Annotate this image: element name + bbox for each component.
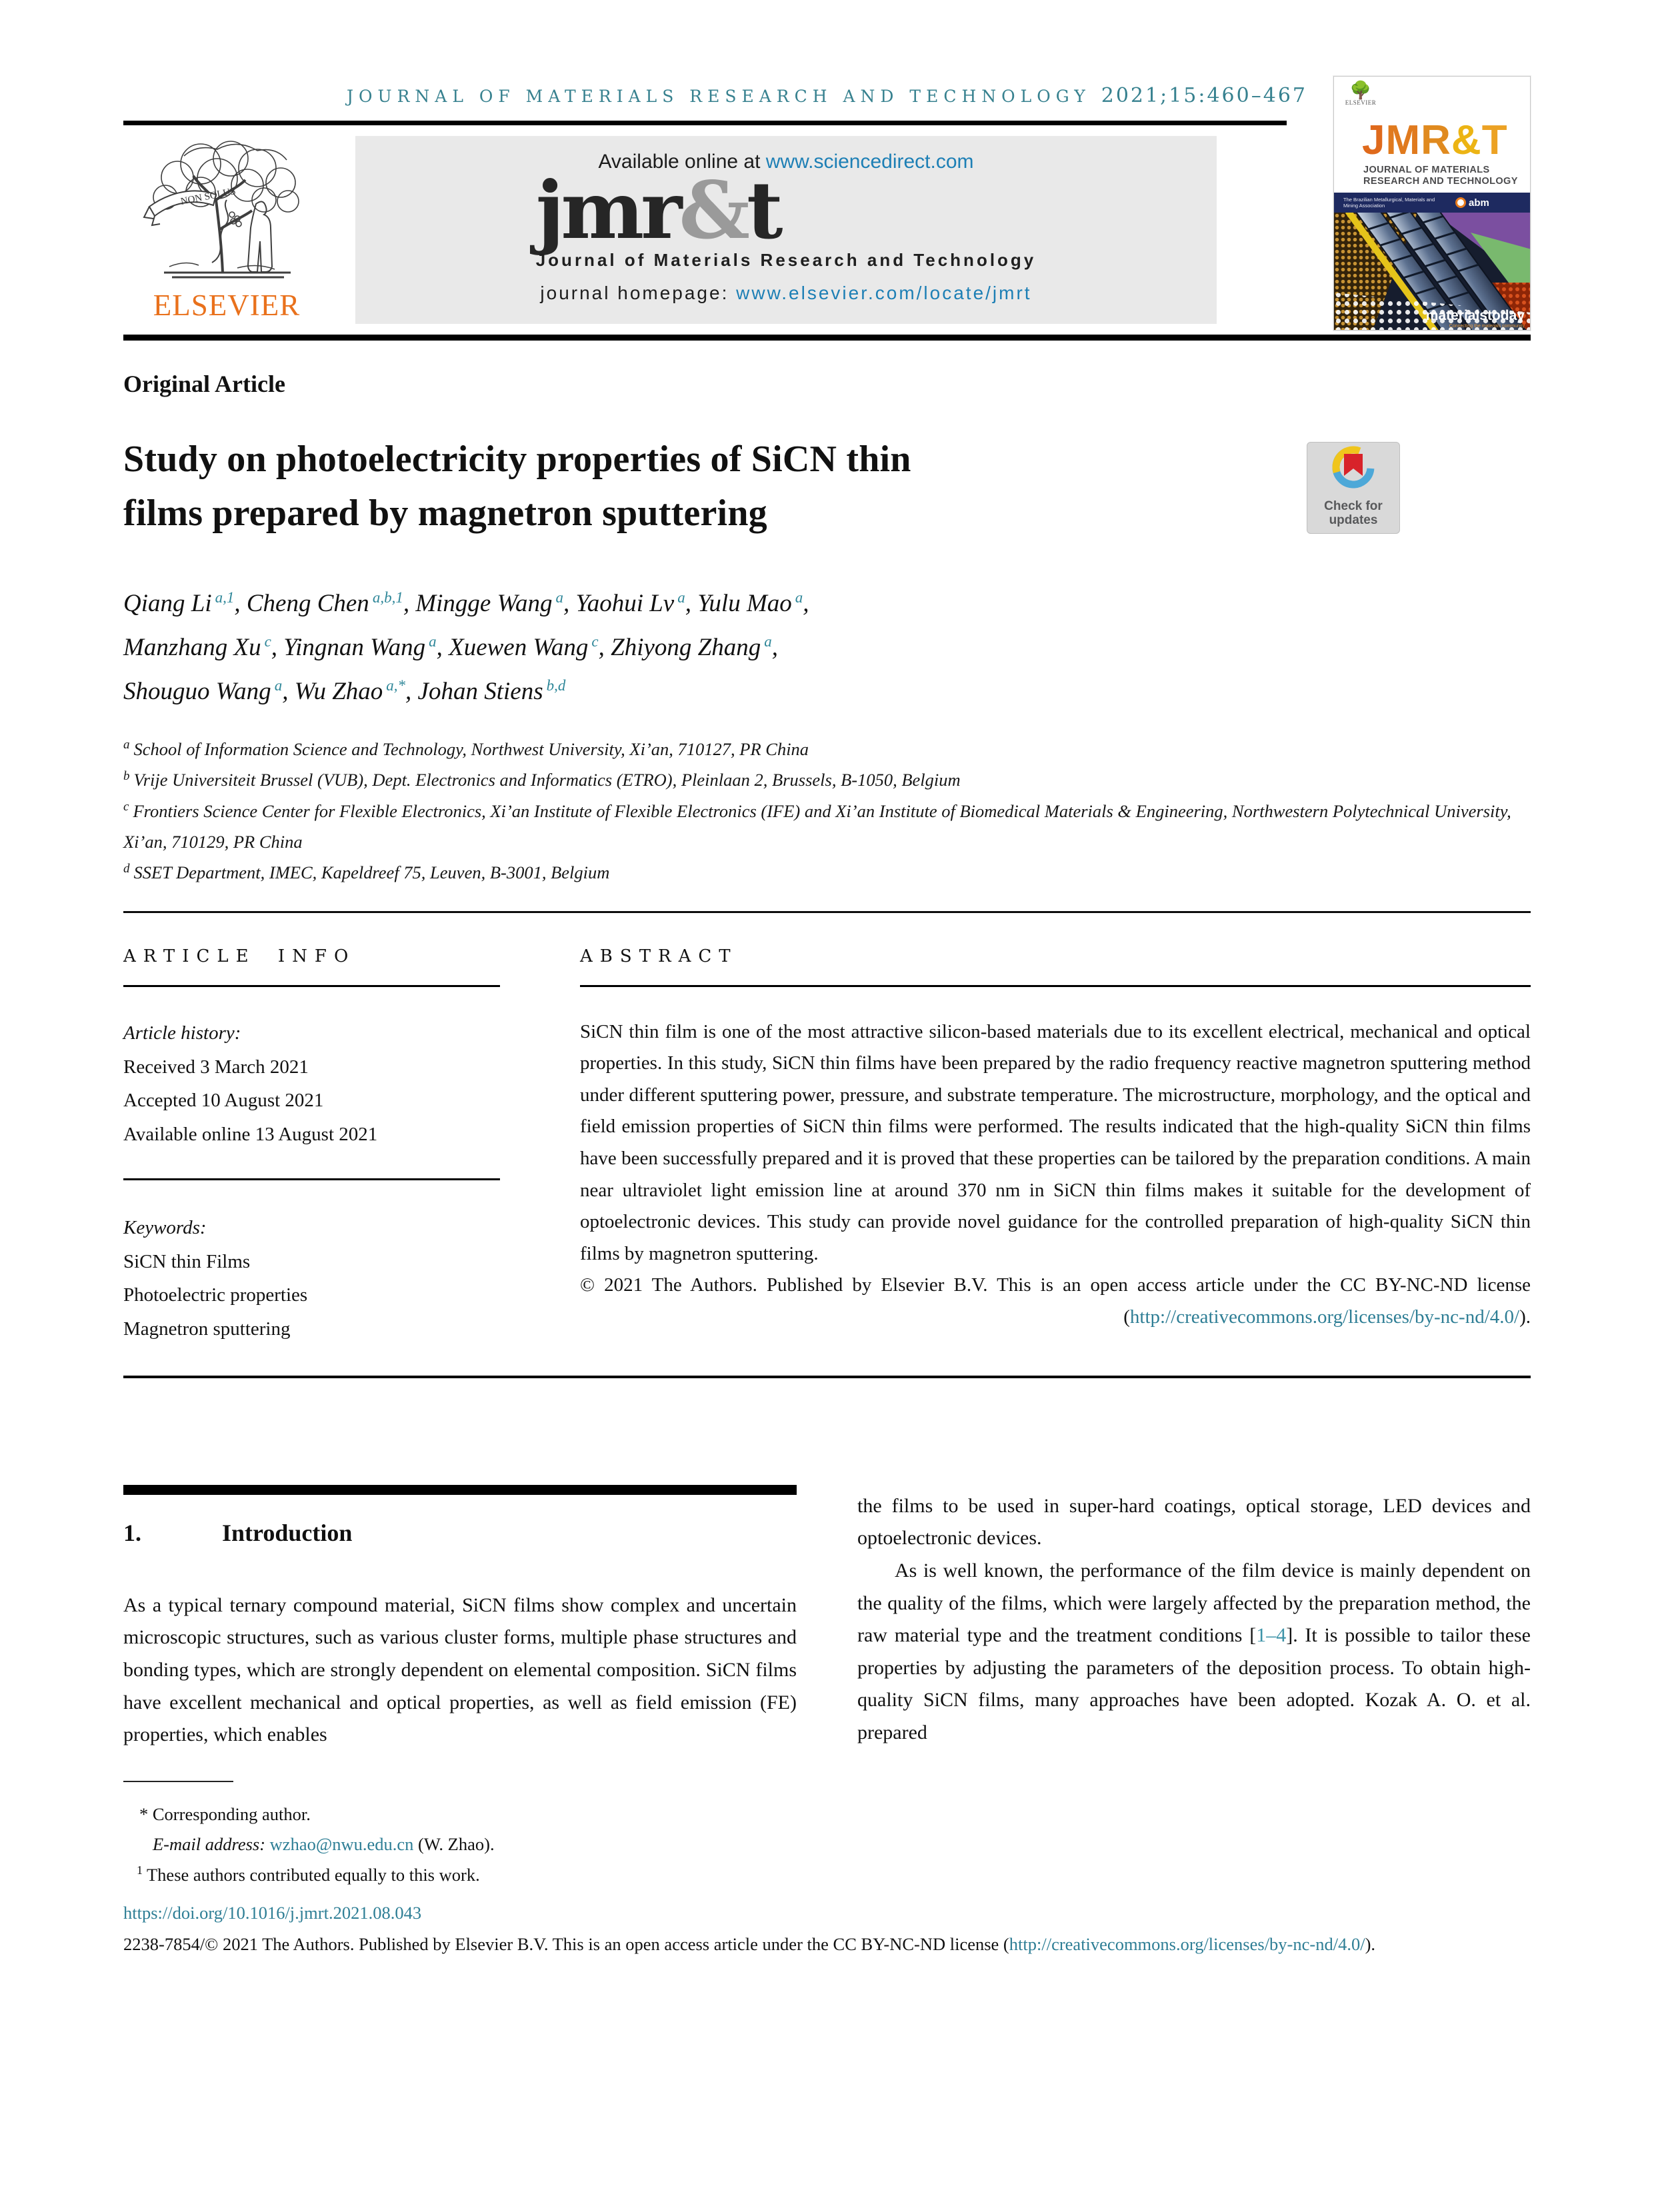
author: Cheng Chen $^{a,b,1}$, bbox=[246, 589, 416, 618]
elsevier-mini-tree-icon: 🌳 bbox=[1349, 81, 1372, 100]
materialstoday-wordmark: materialstoday Connecting the materials community bbox=[1425, 308, 1525, 329]
footnote-block bbox=[123, 1781, 797, 1891]
author: Yingnan Wang $^a$, bbox=[283, 632, 449, 662]
abstract-heading: ABSTRACT bbox=[580, 946, 738, 966]
elsevier-logo bbox=[123, 136, 330, 324]
journal-cover bbox=[1333, 76, 1531, 331]
author-name: Qiang Li bbox=[123, 590, 212, 618]
right-column bbox=[857, 1485, 1531, 1749]
author: Xuewen Wang $^c$, bbox=[449, 632, 611, 662]
doi-link[interactable]: https://doi.org/10.1016/j.jmrt.2021.08.043 bbox=[123, 1902, 422, 1923]
author-name: Yulu Mao bbox=[697, 590, 792, 618]
article-history bbox=[123, 1016, 500, 1152]
intro-heading-number: 1. bbox=[123, 1519, 141, 1546]
author: Manzhang Xu $^c$, bbox=[123, 632, 284, 662]
author: Wu Zhao $^{a,*}$, bbox=[294, 676, 418, 706]
abstract-column bbox=[580, 946, 1531, 1346]
author: Zhiyong Zhang $^a$, bbox=[611, 632, 778, 662]
keyword: Magnetron sputtering bbox=[123, 1318, 291, 1340]
affiliation: $^a$ School of Information Science and Technology, Northwest University, Xi’an, 710127, PR China bbox=[123, 738, 809, 759]
author-line bbox=[123, 626, 1297, 670]
author-name: Mingge Wang bbox=[415, 590, 553, 618]
journal-homepage-link[interactable]: www.elsevier.com/locate/jmrt bbox=[736, 282, 1032, 303]
abstract-rule bbox=[580, 985, 1531, 987]
keywords-block bbox=[123, 1211, 500, 1346]
author-list bbox=[123, 582, 1297, 714]
cover-elsevier-mark: 🌳 ELSEVIER bbox=[1342, 82, 1379, 106]
author: Mingge Wang $^a$, bbox=[415, 589, 576, 618]
author-name: Wu Zhao bbox=[294, 678, 383, 706]
banner-rule bbox=[123, 335, 1531, 341]
article-info-column bbox=[123, 946, 500, 1346]
check-for-updates-label: Check for updates bbox=[1324, 499, 1383, 527]
main-text-columns bbox=[123, 1485, 1531, 1891]
available-online-text: Available online at www.sciencedirect.com bbox=[598, 151, 974, 173]
doi-line bbox=[123, 1897, 1531, 1929]
article-title-line2: films prepared by magnetron sputtering bbox=[123, 493, 767, 535]
equal-contribution-note: $^1$ These authors contributed equally to this work. bbox=[137, 1863, 480, 1885]
affiliation: $^b$ Vrije Universiteit Brussel (VUB), Dept. Electronics and Informatics (ETRO), Pleinlaan 2, Brussels, B-1050, Belgium bbox=[123, 768, 961, 790]
elsevier-wordmark: ELSEVIER bbox=[153, 289, 301, 322]
cc-license-link[interactable]: http://creativecommons.org/licenses/by-nc-nd/4.0/ bbox=[1129, 1306, 1520, 1328]
left-column bbox=[123, 1485, 797, 1891]
crossmark-icon bbox=[1329, 443, 1378, 495]
author bbox=[418, 678, 566, 705]
cover-subtitle: JOURNAL OF MATERIALS RESEARCH AND TECHNOLOGY bbox=[1363, 165, 1518, 187]
author: Shouguo Wang $^a$, bbox=[123, 676, 295, 706]
history-accepted: Accepted 10 August 2021 bbox=[123, 1090, 324, 1112]
author-sup: a bbox=[429, 632, 437, 650]
article-history-label: Article history: bbox=[123, 1022, 241, 1044]
author-name: Johan Stiens bbox=[417, 678, 543, 706]
footnote-rule bbox=[123, 1781, 233, 1782]
affiliation-list bbox=[123, 734, 1531, 888]
abm-logo-icon bbox=[1455, 197, 1466, 208]
author-name: Xuewen Wang bbox=[449, 634, 589, 662]
author-name: Yingnan Wang bbox=[283, 634, 426, 662]
elsevier-tree-icon bbox=[137, 136, 316, 287]
email-note: E-mail address: wzhao@nwu.edu.cn (W. Zhao). bbox=[153, 1834, 495, 1855]
history-received: Received 3 March 2021 bbox=[123, 1056, 309, 1078]
license-link[interactable]: http://creativecommons.org/licenses/by-nc-nd/4.0/ bbox=[1009, 1933, 1365, 1954]
abstract-text: SiCN thin film is one of the most attractive silicon-based materials due to its excellent electrical, mechanical and optical properties. In this study, SiCN thin films have been prepared by the radio frequency reactive magnetron sputtering method under different sputtering power, pressure, and substrate temperature. The microstructure, morphology, and the optical and field emission properties of SiCN thin films were performed. The results indicated that the high-quality SiCN thin films have been successfully prepared and it is proved that these properties can be tailored by the preparation conditions. A main near ultraviolet light emission line at around 370 nm in SiCN thin films makes it suitable for the development of optoelectronic devices. This study can provide novel guidance for the controlled preparation of high-quality SiCN thin films by magnetron sputtering. bbox=[580, 1020, 1531, 1264]
jmrt-logo-subtitle: Journal of Materials Research and Technology bbox=[535, 249, 1037, 270]
jmrt-logo-block bbox=[535, 164, 1037, 271]
article-title-line1: Study on photoelectricity properties of SiCN thin bbox=[123, 439, 911, 480]
author-line bbox=[123, 582, 1297, 626]
intro-heading-title: Introduction bbox=[222, 1519, 353, 1546]
license-line: 2238-7854/© 2021 The Authors. Published by Elsevier B.V. This is an open access article under the CC BY-NC-ND license (http://creativecommons.org/licenses/by-nc-nd/4.0/). bbox=[123, 1933, 1376, 1954]
title-row bbox=[123, 433, 1531, 541]
affiliation: $^d$ SSET Department, IMEC, Kapeldreef 75, Leuven, B-3001, Belgium bbox=[123, 861, 610, 883]
journal-issue: 2021;15:460–467 bbox=[1101, 84, 1307, 107]
article-type-label: Original Article bbox=[123, 371, 285, 397]
intro-paragraph-left: As a typical ternary compound material, SiCN films show complex and uncertain microscopic structures, such as various cluster forms, multiple phase structures and bonding types, which are strongly dependent on elemental composition. SiCN films have excellent mechanical and optical properties, as well as field emission (FE) properties, which enables bbox=[123, 1594, 797, 1746]
article-info-heading: ARTICLE INFO bbox=[123, 946, 356, 966]
cover-title: JMR&T bbox=[1362, 117, 1508, 163]
author-sup: c bbox=[264, 632, 271, 650]
keyword: SiCN thin Films bbox=[123, 1250, 251, 1272]
non-solus-banner: NON SOLUS bbox=[179, 186, 237, 207]
author-name: Manzhang Xu bbox=[123, 634, 261, 662]
abstract-copyright: © 2021 The Authors. Published by Elsevier B.V. This is an open access article under the CC BY-NC-ND license (http://creativecommons.org/licenses/by-nc-nd/4.0/). bbox=[580, 1274, 1531, 1328]
author-sup: a,b,1 bbox=[372, 589, 403, 606]
author-sup: a bbox=[555, 589, 564, 606]
divider-below-abstract bbox=[123, 1376, 1531, 1378]
author-sup: c bbox=[591, 632, 599, 650]
intro-section-bar bbox=[123, 1485, 797, 1495]
check-for-updates-badge[interactable] bbox=[1307, 442, 1400, 534]
author-sup: a,1 bbox=[215, 589, 235, 606]
author-name: Cheng Chen bbox=[246, 590, 369, 618]
author-name: Yaohui Lv bbox=[575, 590, 675, 618]
author-sup: a bbox=[274, 676, 283, 694]
intro-heading bbox=[123, 1519, 797, 1547]
affiliation: $^c$ Frontiers Science Center for Flexible Electronics, Xi’an Institute of Flexible Electronics (IFE) and Xi’an Institute of Biomedical Materials & Engineering, Northwestern Polytechnical University, Xi’an, 710129, PR China bbox=[123, 799, 1511, 852]
author-line bbox=[123, 670, 1297, 714]
journal-name: JOURNAL OF MATERIALS RESEARCH AND TECHNOLOGY bbox=[346, 87, 1091, 106]
reference-link[interactable]: 1–4 bbox=[1256, 1624, 1287, 1647]
author-sup: b,d bbox=[546, 676, 566, 694]
jmrt-logo: jmr&t bbox=[535, 164, 780, 257]
article-info-rule-2 bbox=[123, 1178, 500, 1180]
sciencedirect-link[interactable]: www.sciencedirect.com bbox=[765, 151, 974, 173]
keyword: Photoelectric properties bbox=[123, 1284, 308, 1306]
author: Yaohui Lv $^a$, bbox=[575, 589, 698, 618]
keywords-label: Keywords: bbox=[123, 1216, 207, 1238]
author: Yulu Mao $^a$, bbox=[697, 589, 809, 618]
abm-logo: abm bbox=[1455, 197, 1489, 209]
cover-assoc-band bbox=[1334, 193, 1530, 213]
history-available: Available online 13 August 2021 bbox=[123, 1124, 378, 1146]
divider-above-info bbox=[123, 911, 1531, 913]
author: Qiang Li $^{a,1}$, bbox=[123, 589, 247, 618]
author-name: Zhiyong Zhang bbox=[611, 634, 761, 662]
info-abstract-section bbox=[123, 946, 1531, 1346]
corresponding-author-note: * Corresponding author. bbox=[139, 1803, 311, 1824]
author-name: Shouguo Wang bbox=[123, 678, 271, 706]
cover-top bbox=[1334, 77, 1530, 118]
cover-association-text: The Brazilian Metallurgical, Materials and Mining Association bbox=[1343, 197, 1435, 209]
top-rule bbox=[123, 121, 1287, 125]
journal-homepage-text: journal homepage: www.elsevier.com/locate/jmrt bbox=[540, 282, 1032, 303]
sciencedirect-banner bbox=[355, 136, 1217, 324]
bottom-block bbox=[123, 1897, 1531, 1960]
intro-paragraph-right-2: As is well known, the performance of the film device is mainly dependent on the quality of the films, which were largely affected by the preparation method, the raw material type and the treatment conditions [1–4]. It is possible to tailor these properties by adjusting the parameters of the deposition process. To obtain high-quality SiCN films, many approaches have been adopted. Kozak A. O. et al. prepared bbox=[857, 1560, 1531, 1743]
author-sup: a bbox=[677, 589, 685, 606]
article-info-rule bbox=[123, 985, 500, 987]
intro-paragraph-right-1: the films to be used in super-hard coatings, optical storage, LED devices and optoelectronic devices. bbox=[857, 1494, 1531, 1550]
author-sup: a bbox=[795, 589, 803, 606]
author-sup: a bbox=[764, 632, 772, 650]
author-sup: a,* bbox=[386, 676, 406, 694]
email-link[interactable]: wzhao@nwu.edu.cn bbox=[269, 1834, 414, 1855]
cover-art bbox=[1334, 213, 1530, 331]
